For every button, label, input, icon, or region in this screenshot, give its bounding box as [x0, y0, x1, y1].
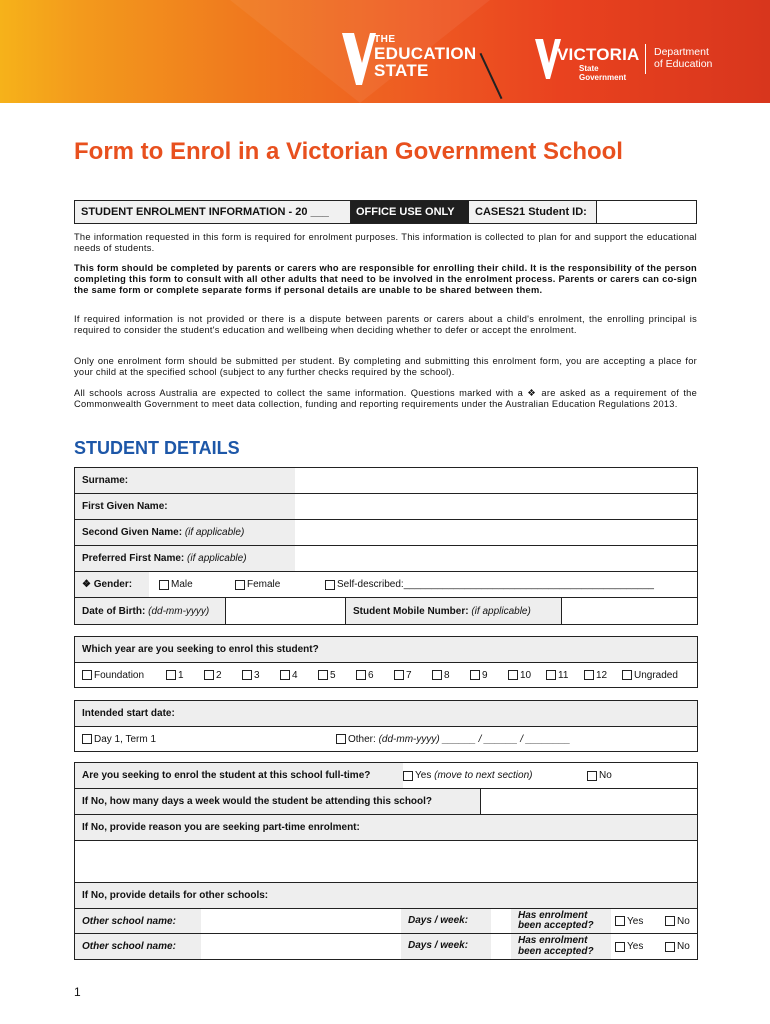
dept-line1: Department	[654, 46, 709, 58]
year-option-3[interactable]	[242, 670, 280, 681]
vic-sub1: State	[579, 64, 599, 73]
accepted-no-checkbox[interactable]	[665, 916, 675, 926]
v-chevron-icon	[342, 33, 378, 85]
fulltime-table	[74, 762, 698, 960]
intro-paragraph: The information requested in this form is required for enrolment purposes. This information is collected to plan for and support the educational needs of students.	[74, 232, 697, 253]
year-checkbox[interactable]	[470, 670, 480, 680]
start-other-option[interactable]	[336, 734, 570, 745]
dob-mobile-row	[75, 598, 697, 624]
other-date-note: (dd-mm-yyyy) ______ / ______ / ________	[378, 733, 571, 745]
female-label: Female	[247, 579, 281, 590]
accepted-label: Has enrolment been accepted?	[511, 909, 611, 933]
education-state-wordmark	[374, 35, 477, 79]
female-checkbox[interactable]	[235, 580, 245, 590]
cases21-label: CASES21 Student ID:	[469, 201, 597, 223]
year-option-label: 9	[482, 669, 488, 681]
year-option-label: 12	[596, 669, 608, 681]
year-option-label: 6	[368, 669, 374, 681]
other-school-name-field[interactable]	[201, 909, 401, 933]
edu-the: THE	[374, 34, 396, 45]
gender-male-option[interactable]	[159, 579, 235, 590]
first-name-label: First Given Name:	[75, 494, 295, 519]
second-name-row	[75, 520, 697, 546]
year-option-11[interactable]	[546, 670, 584, 681]
page-number: 1	[74, 985, 81, 999]
accepted-options	[611, 909, 697, 933]
cases21-field[interactable]	[597, 201, 696, 223]
commonwealth-paragraph: All schools across Australia are expected to collect the same information. Questions marked with a ❖ are asked as a requirement of the Commonwealth Government to meet data collection, funding and reporting requirements under the Australian Education Regulations 2013.	[74, 388, 697, 409]
year-option-8[interactable]	[432, 670, 470, 681]
accepted-no-option[interactable]	[665, 916, 690, 927]
surname-row	[75, 468, 697, 494]
education-state-logo	[342, 33, 512, 88]
start-date-table	[74, 700, 698, 752]
fulltime-no-label: No	[599, 770, 612, 781]
year-level-table	[74, 636, 698, 688]
gender-self-described-option[interactable]	[325, 579, 654, 590]
year-option-10[interactable]	[508, 670, 546, 681]
self-described-checkbox[interactable]	[325, 580, 335, 590]
year-option-7[interactable]	[394, 670, 432, 681]
accepted-no-label: No	[677, 915, 690, 927]
gender-female-option[interactable]	[235, 579, 325, 590]
enrolment-info-box	[74, 200, 697, 224]
year-checkbox[interactable]	[622, 670, 632, 680]
surname-label: Surname:	[75, 468, 295, 493]
surname-field[interactable]	[295, 468, 697, 493]
start-date-options	[75, 727, 697, 751]
first-name-field[interactable]	[295, 494, 697, 519]
gender-row	[75, 572, 697, 598]
year-level-options	[75, 663, 697, 687]
male-label: Male	[171, 579, 193, 590]
accepted-no-option[interactable]	[665, 941, 690, 952]
office-use-only-label: OFFICE USE ONLY	[351, 201, 469, 223]
gender-options	[149, 572, 697, 597]
preferred-name-text: Preferred First Name:	[82, 553, 185, 564]
department-name	[654, 46, 712, 70]
year-option-label: Foundation	[94, 669, 145, 681]
logo-divider	[645, 44, 646, 74]
start-date-label-row	[75, 701, 697, 727]
mobile-field[interactable]	[561, 598, 697, 624]
page-title: Form to Enrol in a Victorian Government School	[74, 138, 623, 165]
year-level-question-row	[75, 637, 697, 663]
fulltime-question-row	[75, 763, 697, 789]
reason-question-row	[75, 815, 697, 841]
year-checkbox[interactable]	[82, 670, 92, 680]
year-option-12[interactable]	[584, 670, 622, 681]
other-schools-label: If No, provide details for other schools:	[75, 883, 697, 908]
second-name-field[interactable]	[295, 520, 697, 545]
year-option-2[interactable]	[204, 670, 242, 681]
accepted-yes-label: Yes	[627, 941, 644, 952]
year-checkbox[interactable]	[280, 670, 290, 680]
other-date-label: Other:	[348, 733, 376, 745]
year-checkbox[interactable]	[242, 670, 252, 680]
accepted-yes-checkbox[interactable]	[615, 916, 625, 926]
start-day1-option[interactable]	[82, 734, 336, 745]
dept-line2: of Education	[654, 58, 713, 71]
year-option-4[interactable]	[280, 670, 318, 681]
self-described-label: Self-described:_____________________________________________	[337, 579, 654, 590]
reason-field-row	[75, 841, 697, 883]
accepted-no-checkbox[interactable]	[665, 942, 675, 952]
accepted-options	[611, 934, 697, 959]
edu-line1: EDUCATION	[374, 44, 477, 63]
second-name-label	[75, 520, 295, 545]
year-option-9[interactable]	[470, 670, 508, 681]
gender-label: ❖ Gender:	[75, 572, 149, 597]
header-banner	[0, 0, 770, 103]
edu-line2: STATE	[374, 61, 429, 80]
victoria-wordmark: VICTORIA	[557, 45, 640, 64]
responsibility-paragraph: This form should be completed by parents or carers who are responsible for enrolling their child. It is the responsibility of the person completing this form to consult with all other adults that need to be involved in the enrolment process. Parents or carers can co-sign the same form or complete separate forms if personal details are unable to be shared between them.	[74, 263, 697, 295]
fulltime-question: Are you seeking to enrol the student at this school full-time?	[75, 763, 403, 788]
other-school-name-field[interactable]	[201, 934, 401, 959]
year-option-5[interactable]	[318, 670, 356, 681]
accepted-yes-option[interactable]	[615, 941, 665, 952]
year-checkbox[interactable]	[394, 670, 404, 680]
year-option-ungraded[interactable]	[622, 670, 678, 681]
accepted-yes-label: Yes	[627, 915, 644, 927]
fulltime-yes-note: (move to next section)	[434, 770, 533, 781]
fulltime-yes-label: Yes	[415, 770, 432, 781]
student-details-heading: STUDENT DETAILS	[74, 438, 240, 458]
start-date-label: Intended start date:	[75, 701, 697, 726]
year-checkbox[interactable]	[166, 670, 176, 680]
single-form-paragraph: Only one enrolment form should be submitted per student. By completing and submitting this enrolment form, you are accepting a place for your child at the specified school (subject to any further checks required by the school).	[74, 356, 697, 377]
fulltime-options	[403, 763, 697, 788]
year-checkbox[interactable]	[356, 670, 366, 680]
fulltime-no-option[interactable]	[587, 770, 612, 781]
year-checkbox[interactable]	[584, 670, 594, 680]
reason-field[interactable]	[75, 841, 697, 882]
dob-note: (dd-mm-yyyy)	[148, 605, 210, 617]
days-week-field[interactable]	[491, 909, 511, 933]
mobile-label	[345, 598, 561, 624]
start-date-options-row	[75, 727, 697, 751]
year-option-6[interactable]	[356, 670, 394, 681]
fulltime-yes-option[interactable]	[403, 770, 587, 781]
accepted-yes-checkbox[interactable]	[615, 942, 625, 952]
days-week-field[interactable]	[491, 934, 511, 959]
dob-text: Date of Birth:	[82, 605, 146, 617]
accepted-no-label: No	[677, 941, 690, 952]
year-option-label: 2	[216, 669, 222, 681]
first-name-row	[75, 494, 697, 520]
year-checkbox[interactable]	[204, 670, 214, 680]
year-option-label: 1	[178, 669, 184, 681]
other-school-row-1	[75, 909, 697, 934]
days-week-label: Days / week:	[401, 909, 491, 933]
dob-label	[75, 598, 225, 624]
vic-sub2: Government	[579, 72, 627, 82]
student-details-table	[74, 467, 698, 625]
mobile-text: Student Mobile Number:	[353, 605, 469, 617]
year-option-label: 8	[444, 669, 450, 681]
year-level-question: Which year are you seeking to enrol this student?	[75, 637, 697, 662]
year-checkbox[interactable]	[432, 670, 442, 680]
days-field[interactable]	[481, 789, 697, 814]
preferred-name-field[interactable]	[295, 546, 697, 571]
year-checkbox[interactable]	[318, 670, 328, 680]
reason-question: If No, provide reason you are seeking part-time enrolment:	[75, 815, 697, 840]
year-option-label: Ungraded	[634, 669, 678, 681]
preferred-name-note: (if applicable)	[187, 553, 247, 564]
fulltime-yes-checkbox[interactable]	[403, 771, 413, 781]
other-school-row-2	[75, 934, 697, 959]
year-checkbox[interactable]	[546, 670, 556, 680]
second-name-text: Second Given Name:	[82, 527, 183, 538]
preferred-name-label	[75, 546, 295, 571]
day1-checkbox[interactable]	[82, 734, 92, 744]
year-option-foundation[interactable]	[82, 670, 166, 681]
accepted-label: Has enrolment been accepted?	[511, 934, 611, 959]
day1-label: Day 1, Term 1	[94, 733, 157, 745]
year-checkbox[interactable]	[508, 670, 518, 680]
year-option-label: 11	[558, 669, 569, 681]
other-school-name-label: Other school name:	[75, 934, 201, 959]
accepted-yes-option[interactable]	[615, 916, 665, 927]
year-option-label: 7	[406, 669, 412, 681]
other-school-name-label: Other school name:	[75, 909, 201, 933]
year-option-label: 10	[520, 669, 532, 681]
fulltime-no-checkbox[interactable]	[587, 771, 597, 781]
mobile-note: (if applicable)	[471, 605, 531, 617]
victoria-government-logo	[535, 33, 645, 88]
second-name-note: (if applicable)	[184, 527, 245, 538]
student-enrolment-info-label: STUDENT ENROLMENT INFORMATION - 20 ___	[75, 201, 351, 223]
dob-field[interactable]	[225, 598, 345, 624]
male-checkbox[interactable]	[159, 580, 169, 590]
year-option-label: 4	[292, 669, 298, 681]
other-date-checkbox[interactable]	[336, 734, 346, 744]
year-option-1[interactable]	[166, 670, 204, 681]
days-question: If No, how many days a week would the student be attending this school?	[75, 789, 481, 814]
year-option-label: 5	[330, 669, 336, 681]
year-option-label: 3	[254, 669, 260, 681]
dispute-paragraph: If required information is not provided or there is a dispute between parents or carers about a child's enrolment, the enrolling principal is required to consider the student's education and wellbeing when deciding whether to defer or accept the enrolment.	[74, 314, 697, 335]
preferred-name-row	[75, 546, 697, 572]
state-government-text	[579, 65, 626, 83]
year-level-options-row	[75, 663, 697, 687]
other-schools-row	[75, 883, 697, 909]
days-question-row	[75, 789, 697, 815]
days-week-label: Days / week:	[401, 934, 491, 959]
